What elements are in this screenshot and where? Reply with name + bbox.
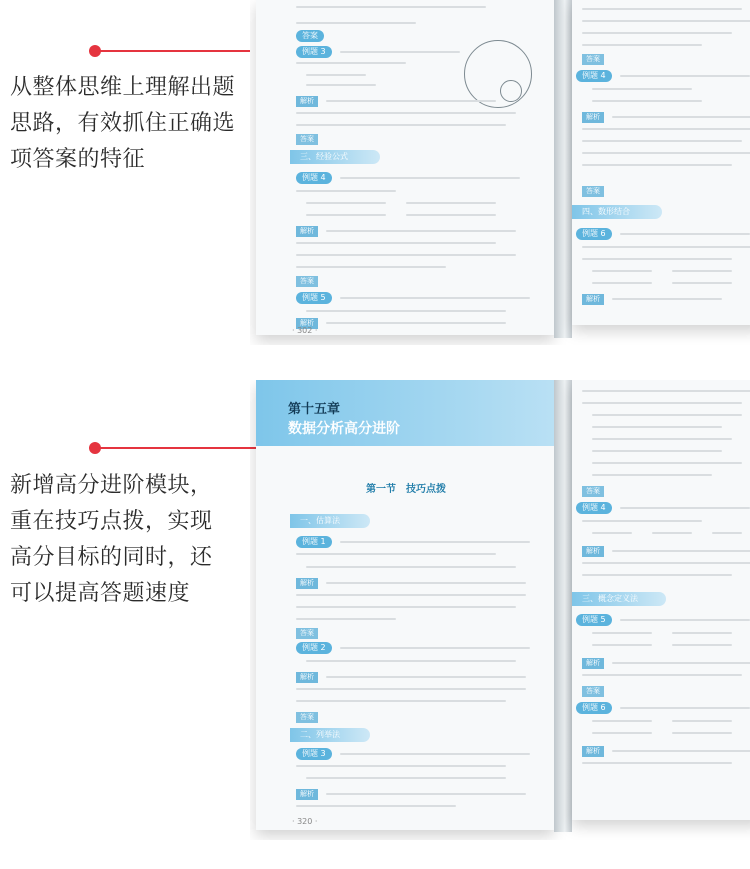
caption-line: 可以提高答题速度 [10,581,191,606]
analysis-tag: 解析 [296,578,318,589]
callout-line [100,50,250,52]
answer-tag: 答案 [296,276,318,287]
analysis-tag: 解析 [296,226,318,237]
section-bar: 一、估算法 [290,514,370,528]
section-heading: 第一节 技巧点拨 [366,484,446,495]
caption-line: 重在技巧点拨，实现 [10,509,213,534]
answer-tag: 答案 [296,628,318,639]
chapter-number: 第十五章 [288,402,341,417]
book-left-page [256,380,554,830]
analysis-tag: 解析 [296,789,318,800]
book-spread-image [250,380,750,840]
analysis-tag: 解析 [582,746,604,757]
book-right-page [572,0,750,325]
answer-tag: 答案 [582,686,604,697]
answer-tag: 答案 [582,54,604,65]
example-label: 例题 3 [296,748,332,760]
example-label: 例题 6 [576,228,612,240]
example-label: 例题 3 [296,46,332,58]
answer-tag: 答案 [582,486,604,497]
example-label: 例题 1 [296,536,332,548]
chapter-header [256,380,554,446]
example-label: 例题 5 [576,614,612,626]
answer-tag: 答案 [582,186,604,197]
caption-line: 思路，有效抓住正确选 [10,111,236,136]
book-spine [554,380,572,832]
caption-line: 从整体思维上理解出题 [10,75,236,100]
analysis-tag: 解析 [582,546,604,557]
example-label: 例题 6 [576,702,612,714]
chapter-title: 数据分析高分进阶 [288,421,400,437]
analysis-tag: 解析 [296,96,318,107]
page-number: · 302 · [292,326,318,335]
callout-line [100,447,260,449]
feature-overall-thinking [0,0,750,380]
book-left-page [256,0,554,335]
page-number: · 320 · [292,817,318,826]
book-spread-image [250,0,750,345]
section-bar: 四、数形结合 [572,205,662,219]
answer-tag: 答案 [296,712,318,723]
answer-tag: 答案 [296,134,318,145]
section-bar: 三、概念定义法 [572,592,666,606]
example-label: 例题 4 [296,172,332,184]
caption-line: 项答案的特征 [10,147,146,172]
analysis-tag: 解析 [296,318,318,329]
geometry-figure [464,40,532,108]
example-label: 例题 4 [576,502,612,514]
caption-line: 新增高分进阶模块， [10,473,213,498]
analysis-tag: 解析 [582,294,604,305]
example-label: 例题 4 [576,70,612,82]
section-bar: 三、经验公式 [290,150,380,164]
feature-advanced-module [0,380,750,869]
analysis-tag: 解析 [582,658,604,669]
example-label: 例题 5 [296,292,332,304]
feature-caption [10,468,245,612]
example-label: 例题 2 [296,642,332,654]
book-right-page [572,380,750,820]
analysis-tag: 解析 [296,672,318,683]
analysis-tag: 解析 [582,112,604,123]
feature-caption [10,70,245,178]
example-label: 答案 [296,30,324,42]
book-spine [554,0,572,338]
caption-line: 高分目标的同时，还 [10,545,213,570]
section-bar: 二、列举法 [290,728,370,742]
